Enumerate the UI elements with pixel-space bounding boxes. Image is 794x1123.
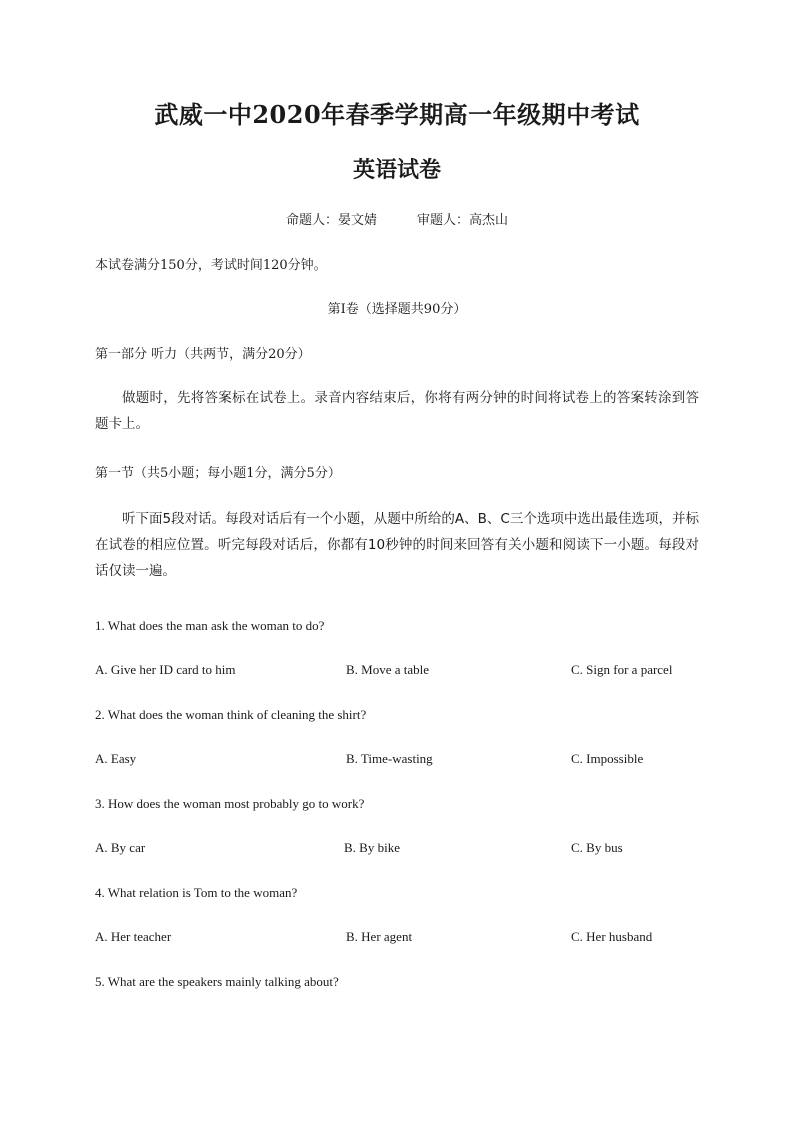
part-instruction: 做题时，先将答案标在试卷上。录音内容结束后，你将有两分钟的时间将试卷上的答案转涂到答题卡上。 [95,390,699,432]
exam-info: 本试卷满分150分，考试时间120分钟。 [95,258,327,273]
question-text: 4. What relation is Tom to the woman? [95,885,298,900]
question-text: 2. What does the woman think of cleaning the shirt? [95,707,367,722]
question-text: 5. What are the speakers mainly talking about? [95,974,339,989]
setter-name: 命题人：晏文婧 [285,213,377,228]
option-b: B. By bike [344,840,400,855]
section-heading: 第一节（共5小题；每小题1分，满分5分） [95,466,341,481]
option-b: B. Move a table [346,662,430,677]
authors-line [0,211,794,231]
option-b: B. Her agent [346,929,413,944]
option-c: C. Sign for a parcel [571,662,673,677]
section-instruction: 听下面5段对话。每段对话后有一个小题，从题中所给的A、B、C三个选项中选出最佳选项，并标在试卷的相应位置。听完每段对话后，你都有10秒钟的时间来回答有关小题和阅读下一小题。每段对话仅读一遍。 [95,511,699,579]
option-a: A. Her teacher [95,929,172,944]
option-c: C. By bus [571,840,623,855]
reviewer-name: 审题人：高杰山 [417,213,509,228]
question-text: 3. How does the woman most probably go to work? [95,796,365,811]
exam-subtitle: 英语试卷 [352,157,441,183]
question-text: 1. What does the man ask the woman to do? [95,618,325,633]
option-a: A. Easy [95,751,137,766]
part-heading: 第一部分 听力（共两节，满分20分） [95,347,311,362]
option-a: A. Give her ID card to him [95,662,236,677]
option-c: C. Her husband [571,929,653,944]
option-b: B. Time-wasting [346,751,433,766]
volume-heading: 第Ⅰ卷（选择题共90分） [327,302,467,317]
option-c: C. Impossible [571,751,644,766]
exam-title: 武威一中2020年春季学期高一年级期中考试 [154,100,640,129]
option-a: A. By car [95,840,146,855]
